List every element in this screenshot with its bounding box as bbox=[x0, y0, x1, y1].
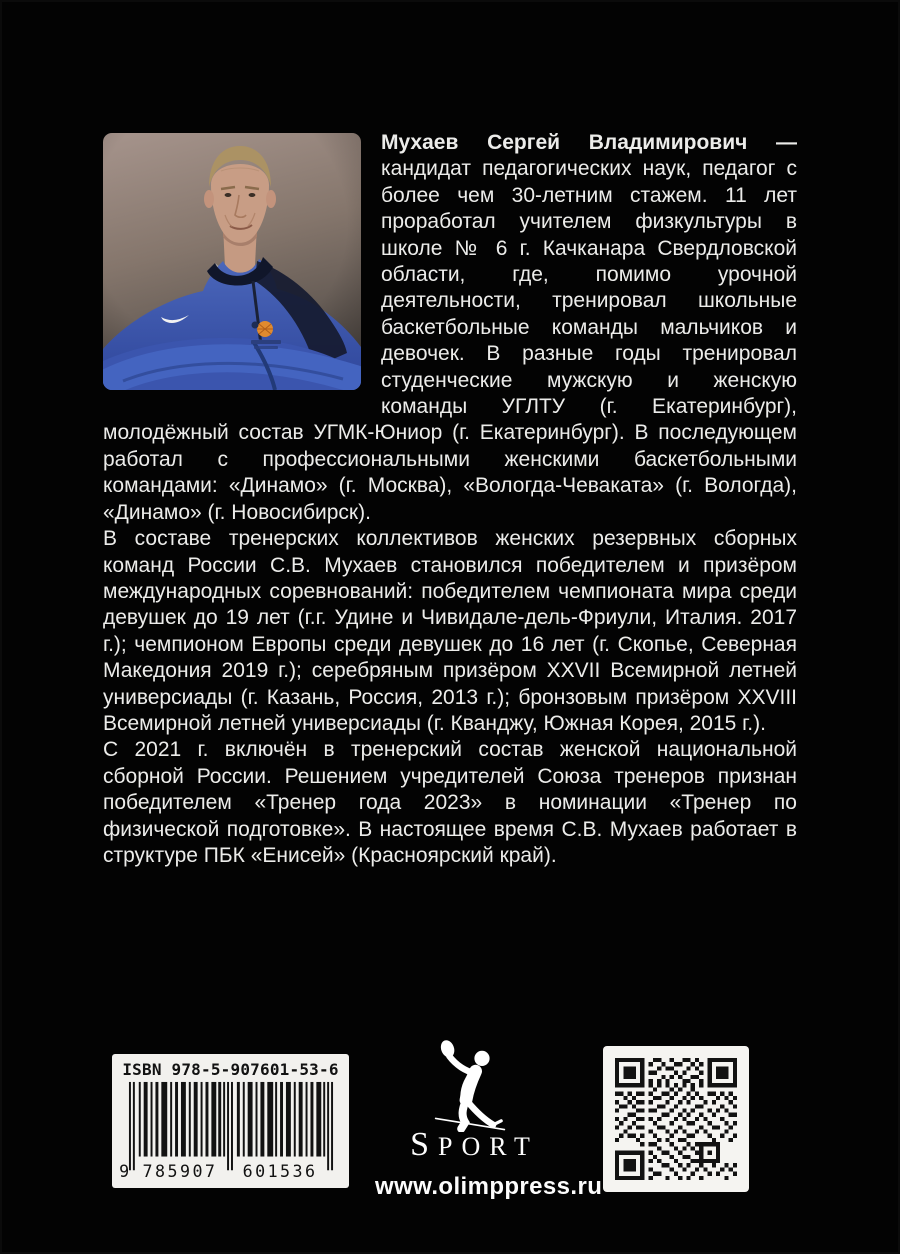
coach-portrait-photo bbox=[103, 133, 361, 390]
discus-thrower-icon bbox=[426, 1036, 514, 1132]
coach-portrait-illustration bbox=[103, 133, 361, 390]
bio-paragraph-1-text: кандидат педагогических наук, педагог с более чем 30-летним стажем. 11 лет проработал учителем физкультуры в школе № 6 г. Качканара Свердловской области, где, помимо урочной деятельности, тренировал школьные баскетбольные команды мальчиков и девочек. В разные годы тренировал студенческие мужскую и женскую команды УГЛТУ (г. Екатеринбург), молодёжный состав УГМК-Юниор (г. Екатеринбург). В последующем работал с профессиональными женскими баскетбольными командами: «Динамо» (г. Москва), «Вологда-Чеваката» (г. Вологда), «Динамо» (г. Новосибирск). bbox=[103, 157, 797, 524]
ean13-barcode-icon bbox=[119, 1080, 343, 1184]
publisher-logo-text: SPORT bbox=[410, 1126, 539, 1163]
bio-paragraph-2: В составе тренерских коллективов женских резервных сборных команд России С.В. Мухаев становился победителем и призёром международных соревнований: победителем чемпионата мира среди девушек до 19 лет (г.г. Удине и Чивидале-дель-Фриули, Италия. 2017 г.); чемпионом Европы среди девушек до 16 лет (г. Скопье, Северная Македония 2019 г.); серебряным призёром XXVII Всемирной летней универсиады (г. Казань, Россия, 2013 г.); бронзовым призёром XXVIII Всемирной летней универсиады (г. Кванджу, Южная Корея, 2015 г.). bbox=[103, 527, 797, 735]
qr-code-icon bbox=[615, 1058, 737, 1180]
qr-code bbox=[603, 1046, 749, 1192]
bio-paragraph-3: С 2021 г. включён в тренерский состав женской национальной сборной России. Решением учредителей Союза тренеров признан победителем «Тренер года 2023» в номинации «Тренер по физической подготовке». В настоящее время С.В. Мухаев работает в структуре ПБК «Енисей» (Красноярский край). bbox=[103, 738, 797, 867]
coach-name: Мухаев Сергей Владимирович — bbox=[381, 131, 797, 154]
publisher-logo bbox=[375, 1036, 603, 1201]
barcode-digits-left: 785907 bbox=[142, 1162, 217, 1182]
biography-text bbox=[103, 130, 797, 869]
barcode-digit-first: 9 bbox=[118, 1162, 132, 1182]
publisher-website: www.olimppress.ru bbox=[375, 1173, 603, 1200]
isbn-number: ISBN 978-5-907601-53-6 bbox=[122, 1060, 339, 1079]
barcode-digits-right: 601536 bbox=[242, 1162, 318, 1182]
isbn-barcode-panel bbox=[112, 1054, 349, 1188]
